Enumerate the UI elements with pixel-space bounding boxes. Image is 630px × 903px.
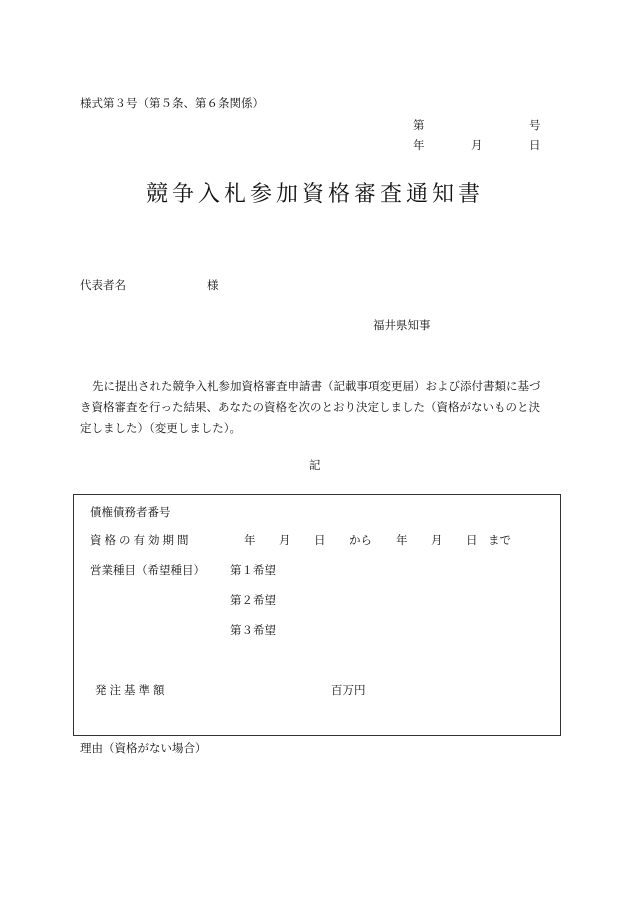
business-type-label: 営業種目（希望種目） <box>90 563 205 577</box>
number-label-go: 号 <box>529 118 541 132</box>
ki-marker: 記 <box>309 458 321 472</box>
number-label-dai: 第 <box>413 118 425 132</box>
date-year-label: 年 <box>413 138 425 152</box>
order-standard-label: 発注基準額 <box>95 683 168 697</box>
validity-from-day: 日 <box>314 533 326 547</box>
issuer-name: 福井県知事 <box>373 318 431 332</box>
amount-unit: 百万円 <box>331 683 366 697</box>
validity-to-day: 日 <box>466 533 478 547</box>
validity-from-year: 年 <box>244 533 256 547</box>
date-month-label: 月 <box>471 138 483 152</box>
validity-made: まで <box>488 533 511 547</box>
recipient-label: 代表者名 <box>80 278 126 292</box>
document-title: 競争入札参加資格審査通知書 <box>145 182 484 207</box>
creditor-number-label: 債権債務者番号 <box>90 505 171 519</box>
validity-period-label: 資格の有効期間 <box>90 533 192 547</box>
choice-3-label: 第３希望 <box>230 623 276 637</box>
validity-kara: から <box>349 533 372 547</box>
validity-to-month: 月 <box>431 533 443 547</box>
validity-to-year: 年 <box>396 533 408 547</box>
reason-label: 理由（資格がない場合） <box>80 741 207 755</box>
details-box <box>73 494 561 736</box>
validity-from-month: 月 <box>279 533 291 547</box>
recipient-honorific: 様 <box>207 278 219 292</box>
choice-1-label: 第１希望 <box>230 563 276 577</box>
notice-body: 先に提出された競争入札参加資格審査申請書（記載事項変更届）および添付書類に基づき資格審査を行った結果、あなたの資格を次のとおり決定しました（資格がないものと決定しました）（変更しました）。 <box>80 379 541 435</box>
date-day-label: 日 <box>529 138 541 152</box>
choice-2-label: 第２希望 <box>230 593 276 607</box>
form-reference: 様式第３号（第５条、第６条関係） <box>80 96 264 110</box>
